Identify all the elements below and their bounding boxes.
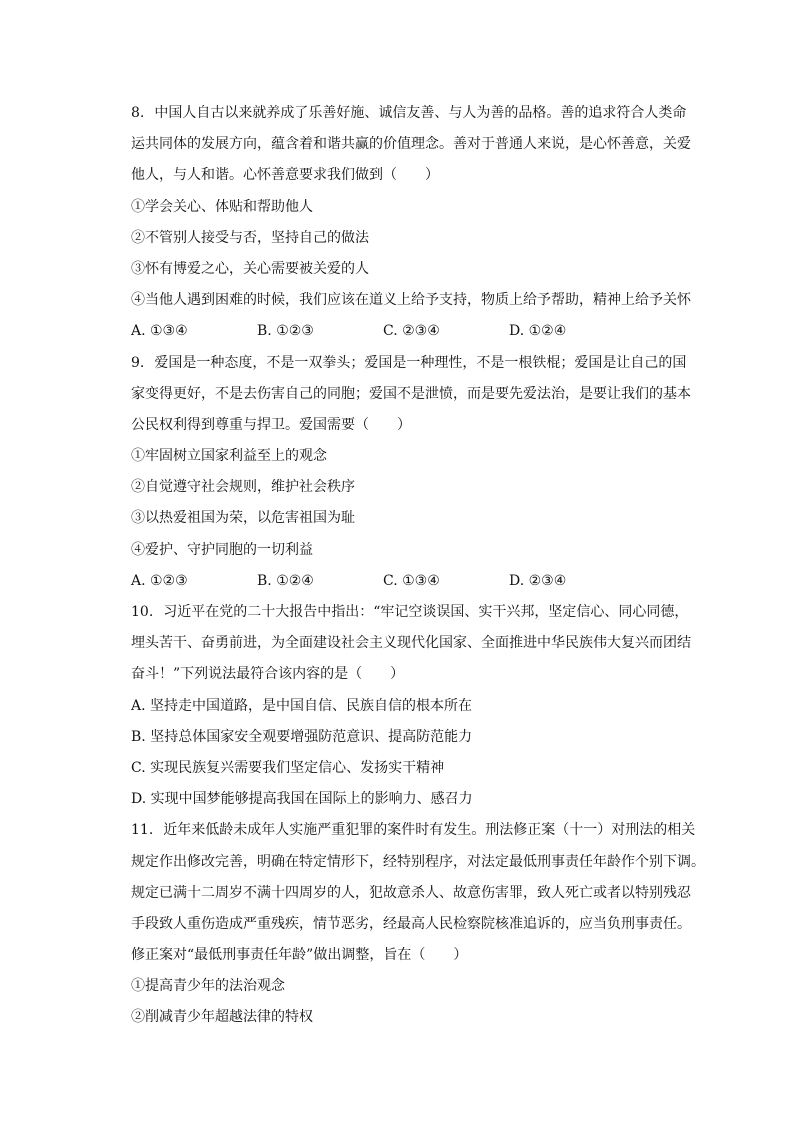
statement: ②不管别人接受与否，坚持自己的做法 [131,229,369,246]
answer-options [131,316,691,347]
option-d: D. ②③④ [509,572,567,589]
question-8 [131,98,691,348]
choice-a: A. 坚持走中国道路，是中国自信、民族自信的根本所在 [131,697,473,714]
statement: ②削减青少年超越法律的特权 [131,1009,313,1026]
question-number: 9. [131,354,145,371]
statement: ④当他人遇到困难的时候，我们应该在道义上给予支持，物质上给予帮助，精神上给予关怀 [131,292,691,309]
choice-d: D. 实现中国梦能够提高我国在国际上的影响力、感召力 [131,791,473,808]
question-stem-line: 规定已满十二周岁不满十四周岁的人，犯故意杀人、故意伤害罪，致人死亡或者以特别残忍 [131,884,691,901]
question-stem-line: 他人，与人和谐。心怀善意要求我们做到（ ） [131,167,439,184]
question-11 [131,815,705,1033]
choice-b: B. 坚持总体国家安全观要增强防范意识、提高防范能力 [131,728,473,745]
question-stem-line: 规定作出修改完善，明确在特定情形下，经特别程序，对法定最低刑事责任年龄作个别下调。 [131,853,705,870]
question-stem-line: 9. 爱国是一种态度，不是一双拳头；爱国是一种理性，不是一根铁棍；爱国是让自己的国 [131,354,687,371]
statement: ①学会关心、体贴和帮助他人 [131,198,313,215]
option-a: A. ①②③ [131,572,188,589]
question-stem-line: 11. 近年来低龄未成年人实施严重犯罪的案件时有发生。刑法修正案（十一）对刑法的相关 [131,822,696,839]
option-a: A. ①③④ [131,323,188,340]
question-stem-line: 奋斗！”下列说法最符合该内容的是（ ） [131,666,405,683]
question-list [131,98,705,1034]
question-number: 8. [131,105,145,121]
statement: ①提高青少年的法治观念 [131,978,285,995]
question-number: 11. [131,822,154,839]
statement: ③以热爱祖国为荣，以危害祖国为耻 [131,510,355,527]
option-d: D. ①②④ [509,323,567,340]
question-stem-line: 手段致人重伤造成严重残疾，情节恶劣，经最高人民检察院核准追诉的，应当负刑事责任。 [131,915,691,932]
question-stem-line: 家变得更好，不是去伤害自己的同胞；爱国不是泄愤，而是要先爱法治，是要让我们的基本 [131,385,691,402]
statement: ②自觉遵守社会规则，维护社会秩序 [131,479,355,496]
statement: ④爱护、守护同胞的一切利益 [131,541,313,558]
option-c: C. ②③④ [383,323,440,340]
question-stem-line: 公民权利得到尊重与捍卫。爱国需要（ ） [131,416,411,433]
question-stem-line: 运共同体的发展方向，蕴含着和谐共赢的价值理念。善对于普通人来说，是心怀善意，关爱 [131,136,691,153]
statement: ③怀有博爱之心，关心需要被关爱的人 [131,260,369,277]
answer-options [131,566,691,597]
question-stem-line: 10. 习近平在党的二十大报告中指出：“牢记空谈误国、实干兴邦，坚定信心、同心同德， [131,604,689,620]
question-stem-line: 修正案对“最低刑事责任年龄”做出调整，旨在（ ） [131,947,468,964]
choice-c: C. 实现民族复兴需要我们坚定信心、发扬实干精神 [131,759,445,776]
option-b: B. ①②③ [257,323,314,340]
option-c: C. ①③④ [383,572,440,589]
question-stem-line: 埋头苦干、奋勇前进，为全面建设社会主义现代化国家、全面推进中华民族伟大复兴而团结 [131,635,691,652]
option-b: B. ①②④ [257,572,314,589]
question-stem-line: 8. 中国人自古以来就养成了乐善好施、诚信友善、与人为善的品格。善的追求符合人类命 [131,105,687,121]
question-9 [131,348,691,598]
question-number: 10. [131,604,154,620]
statement: ①牢固树立国家利益至上的观念 [131,448,327,465]
question-10 [131,597,691,815]
